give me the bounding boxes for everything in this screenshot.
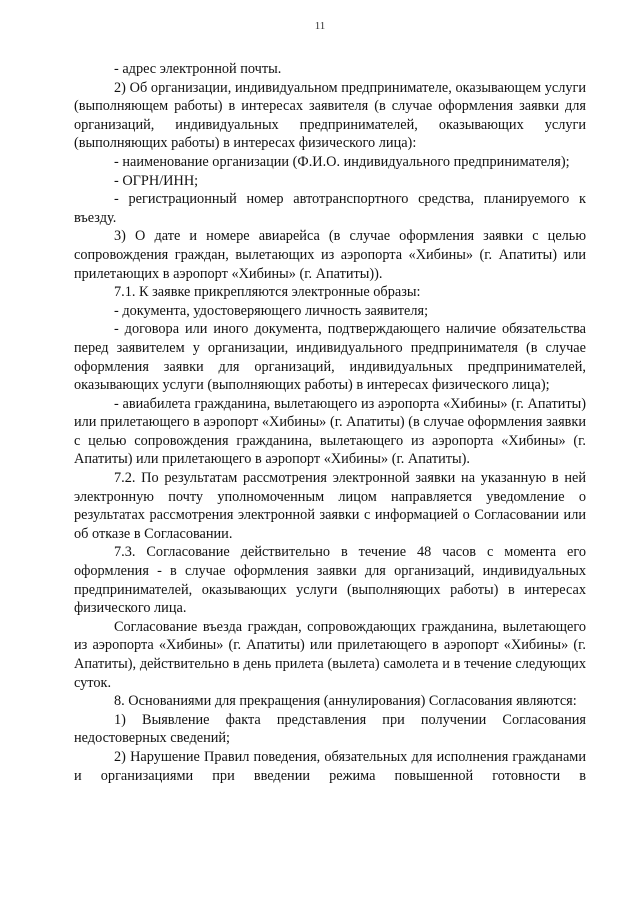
page-number: 11 (314, 20, 326, 32)
paragraph: - регистрационный номер автотранспортного средства, планируемого к въезду. (74, 191, 586, 226)
paragraph: 7.3. Согласование действительно в течение 48 часов с момента его оформления - в случае оформления заявки для организаций, индивидуальных предпринимателей, оказывающих услуги (выполняющих работы) в интересах физического лица. (74, 544, 586, 617)
paragraph: 2) Об организации, индивидуальном предпринимателе, оказывающем услуги (выполняющем работы) в интересах заявителя (в случае оформления заявки для организаций, индивидуальных предпринимателей, оказывающих услуги (выполняющих работы) в интересах физического лица): (74, 79, 586, 152)
paragraph: 2) Нарушение Правил поведения, обязательных для исполнения гражданами и организациями при введении режима повышенной готовности в (74, 748, 586, 784)
paragraph: 1) Выявление факта представления при получении Согласования недостоверных сведений; (74, 711, 586, 747)
paragraph: - наименование организации (Ф.И.О. индивидуального предпринимателя); (114, 153, 570, 170)
paragraph: - документа, удостоверяющего личность заявителя; (114, 302, 429, 319)
document-body (74, 60, 586, 785)
paragraph: - ОГРН/ИНН; (114, 172, 199, 189)
paragraph: 8. Основаниями для прекращения (аннулирования) Согласования являются: (114, 693, 577, 710)
paragraph: - адрес электронной почты. (114, 61, 282, 77)
paragraph: Согласование въезда граждан, сопровождающих гражданина, вылетающего из аэропорта «Хибины» (г. Апатиты) или прилетающего в аэропорт «Хибины» (г. Апатиты), действительно в день прилета (вылета) самолета и в течение следующих суток. (74, 618, 586, 691)
paragraph: 3) О дате и номере авиарейса (в случае оформления заявки с целью сопровождения граждан, вылетающих из аэропорта «Хибины» (г. Апатиты) или прилетающих в аэропорт «Хибины» (г. Апатиты)). (74, 228, 586, 282)
paragraph: 7.2. По результатам рассмотрения электронной заявки на указанную в ней электронную почту уполномоченным лицом направляется уведомление о результатах рассмотрения электронной заявки с информацией о Согласовании или об отказе в Согласовании. (74, 470, 586, 542)
paragraph: 7.1. К заявке прикрепляются электронные образы: (114, 284, 421, 301)
paragraph: - договора или иного документа, подтверждающего наличие обязательства перед заявителем у организации, индивидуального предпринимателя (в случае оформления заявки для организаций, индивидуальных предпринимателей, оказывающих услуги (выполняющих работы) в интересах физического лица); (74, 321, 586, 394)
paragraph: - авиабилета гражданина, вылетающего из аэропорта «Хибины» (г. Апатиты) или прилетающего в аэропорт «Хибины» (г. Апатиты) (в случае оформления заявки с целью сопровождения гражданина, вылетающего из аэропорта «Хибины» (г. Апатиты) или прилетающего в аэропорт «Хибины» (г. Апатиты). (74, 395, 586, 468)
